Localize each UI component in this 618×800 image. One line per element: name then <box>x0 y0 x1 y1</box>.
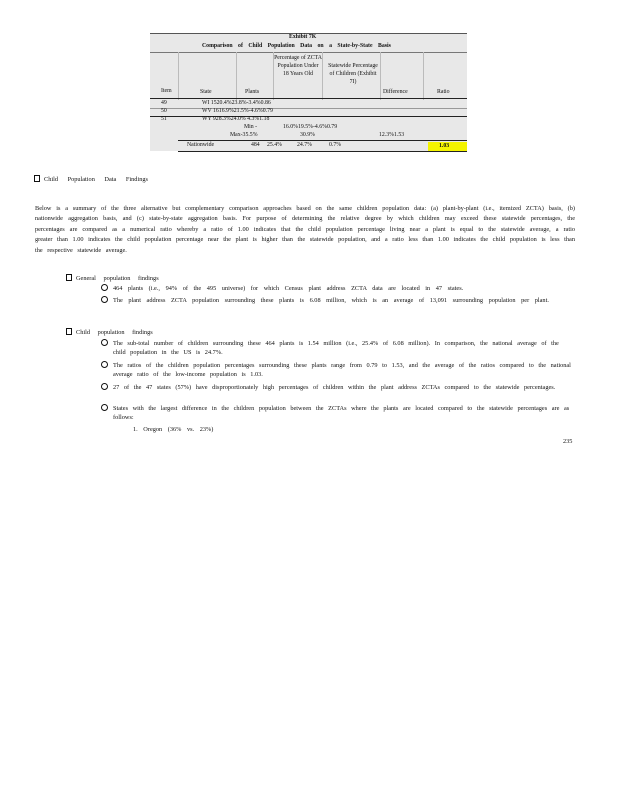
row-item: 50 <box>161 108 167 114</box>
nationwide-pct: 25.4% <box>267 142 282 148</box>
max-value-b: 12.3%1.53 <box>379 132 405 138</box>
general-heading: General population findings <box>66 274 159 283</box>
table-bottom-rule <box>178 151 467 152</box>
nationwide-label: Nationwide <box>187 142 215 148</box>
nationwide-plants: 484 <box>251 142 260 148</box>
row-values: WY 928.3%24.0% 4.3%1.18 <box>202 116 270 122</box>
min-values: 16.0%19.5%-4.6%0.79 <box>283 124 338 130</box>
child-bullet-3: 27 of the 47 states (57%) have disproportionately high percentages of children within the plant address ZCTAs compared to the statewide percentages. <box>101 383 573 392</box>
header-pct-ztca: Percentage of ZCTA Population Under 18 Years Old <box>274 55 322 77</box>
header-rule <box>150 98 467 99</box>
nationwide-rule <box>178 140 467 141</box>
page-number: 235 <box>563 438 573 445</box>
row-rule <box>150 108 467 109</box>
row-item: 49 <box>161 100 167 106</box>
header-statewide: Statewide Percentage of Children (Exhibit 7I) <box>328 63 378 85</box>
row-item: 51 <box>161 116 167 122</box>
circle-bullet-icon <box>101 404 108 411</box>
exhibit-subtitle: Comparison of Child Population Data on a State-by-State Basis <box>202 43 391 49</box>
general-bullet-2: The plant address ZCTA population surrounding these plants is 6.08 million, which is an average of 13,091 surrounding population per plant. <box>101 296 563 305</box>
intro-paragraph: Below is a summary of the three alternative but complementary comparison approaches based on the same children population data: (a) plant-by-plant (i.e., itemized ZCTA) basis, (b) nationwide aggregation basis, and (c) state-by-state aggregation basis. For purpose of determining the relative degree by which children may exceed these statewide percentages, the percentages are compared as a numerical ratio whereby a ratio of 1.00 indicates that the child population percentage living near a plant is equal to the statewide average, a ratio greater than 1.00 indicates the child population percentage near the plant is higher than the statewide population, and a ratio less than 1.00 indicates the child population is less than the respective statewide average. <box>35 205 575 254</box>
general-bullet-1: 464 plants (i.e., 94% of the 495 universe) for which Census plant address ZCTA data are located in 47 states. <box>101 284 551 293</box>
exhibit-title: Exhibit 7K <box>289 34 317 40</box>
checkbox-icon <box>34 175 40 182</box>
nationwide-ratio: 1.03 <box>439 143 450 149</box>
max-value-a: 30.9% <box>300 132 315 138</box>
row-rule <box>150 116 467 117</box>
checkbox-icon <box>66 328 72 335</box>
col-divider <box>236 52 237 100</box>
child-bullet-2: The ratios of the children population percentages surrounding these plants range from 0.79 to 1.53, and the average of the ratios compared to the national average ratio of the low-income population is 1.03. <box>101 361 573 379</box>
nationwide-statewide: 24.7% <box>297 142 312 148</box>
table-subtitle-rule <box>150 52 467 53</box>
row-values: WI 1520.4%23.8%-3.4%0.86 <box>202 100 271 106</box>
circle-bullet-icon <box>101 339 108 346</box>
child-bullet-4: States with the largest difference in the children population between the ZCTAs where the plants are located compared to the statewide percentages are as follows: <box>101 404 573 422</box>
col-divider <box>322 52 323 100</box>
circle-bullet-icon <box>101 296 108 303</box>
sub-list-item: 1. Oregon (36% vs. 23%) <box>133 426 214 433</box>
col-divider <box>423 52 424 100</box>
nationwide-difference: 0.7% <box>329 142 342 148</box>
checkbox-icon <box>66 274 72 281</box>
child-heading: Child population findings <box>66 328 153 337</box>
header-difference: Difference <box>383 89 408 95</box>
row-values: WV 1616.9%21.5%-4.6%0.79 <box>202 108 273 114</box>
circle-bullet-icon <box>101 383 108 390</box>
header-plants: Plants <box>245 89 260 95</box>
header-item: Item <box>161 88 172 94</box>
header-ratio: Ratio <box>437 89 450 95</box>
circle-bullet-icon <box>101 361 108 368</box>
col-divider <box>380 52 381 100</box>
col-divider <box>178 52 179 100</box>
circle-bullet-icon <box>101 284 108 291</box>
child-bullet-1: The sub-total number of children surrounding these 464 plants is 1.54 million (i.e., 25.4% of 6.08 million). In comparison, the national average of the child population in the US is 24.7%. <box>101 339 573 357</box>
header-state: State <box>200 89 212 95</box>
max-label: Max-35.5% <box>230 132 258 138</box>
min-label: Min - <box>244 124 258 130</box>
child-findings-heading: Child Population Data Findings <box>34 175 148 184</box>
